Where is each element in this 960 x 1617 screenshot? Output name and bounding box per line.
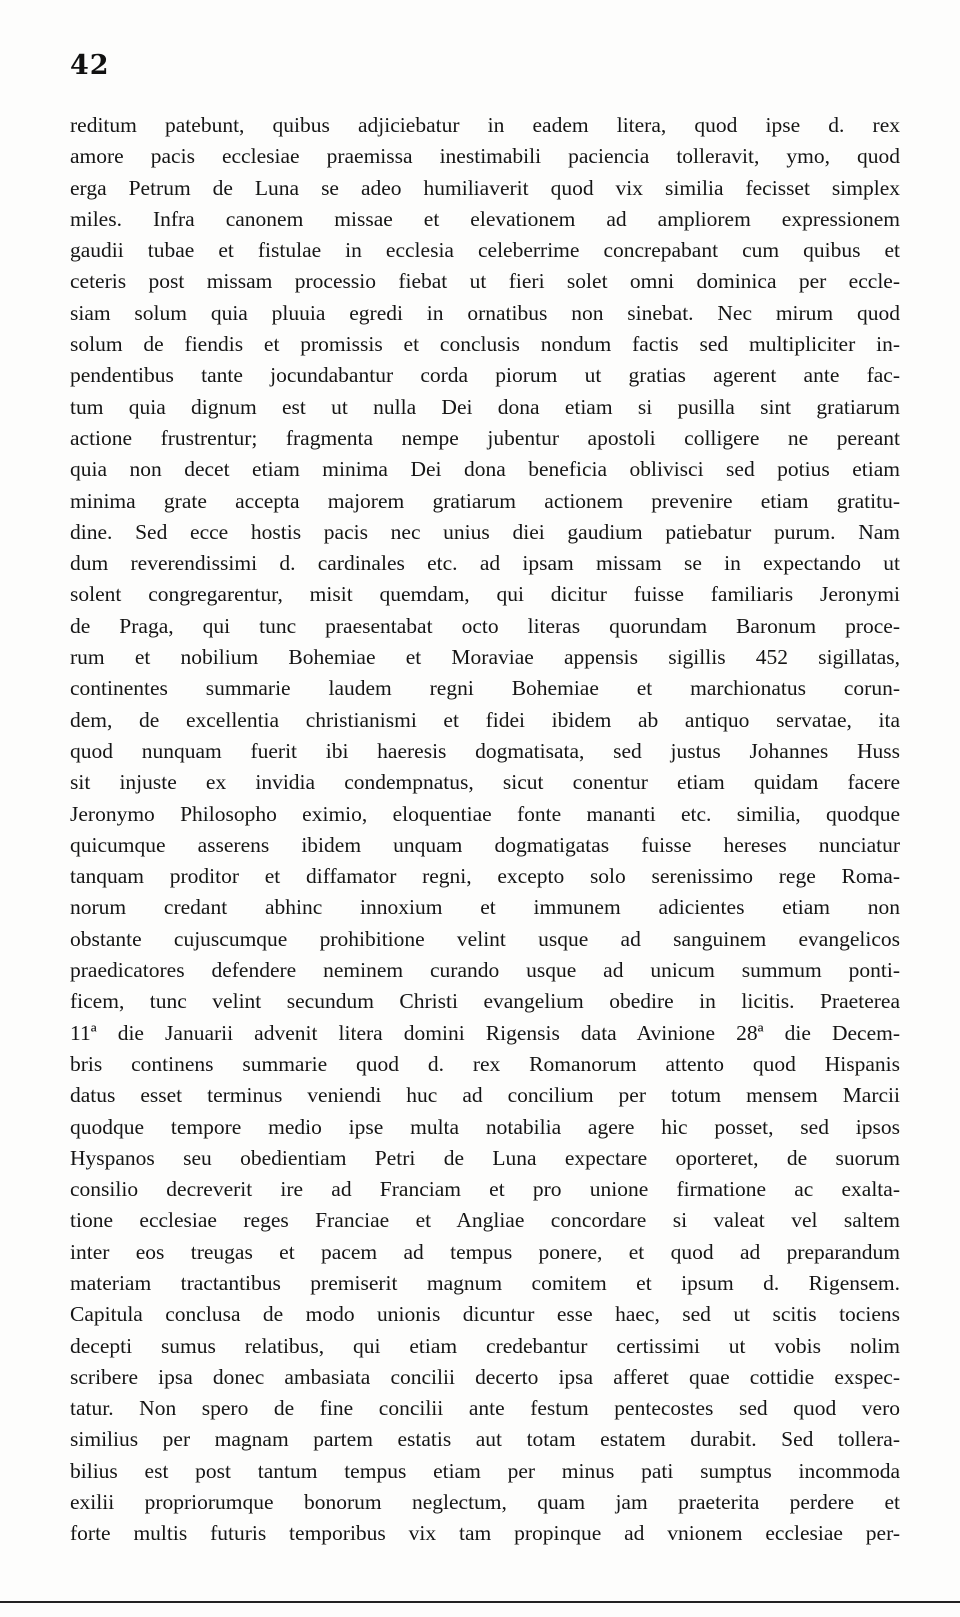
text-line: consilio decreverit ire ad Franciam et pro unione firmatione ac exalta- bbox=[70, 1177, 900, 1202]
page-number: 42 bbox=[70, 50, 110, 81]
bottom-edge-line bbox=[0, 1601, 960, 1603]
text-line: sit injuste ex invidia condempnatus, sicut conentur etiam quidam facere bbox=[70, 770, 900, 795]
text-line: bris continens summarie quod d. rex Romanorum attento quod Hispanis bbox=[70, 1051, 900, 1076]
text-line: exilii propriorumque bonorum neglectum, quam jam praeterita perdere et bbox=[70, 1490, 900, 1515]
text-line: reditum patebunt, quibus adjiciebatur in eadem litera, quod ipse d. rex bbox=[70, 113, 900, 137]
text-line: miles. Infra canonem missae et elevationem ad ampliorem expressionem bbox=[70, 206, 900, 231]
text-line: dem, de excellentia christianismi et fidei ibidem ab antiquo servatae, ita bbox=[70, 707, 900, 732]
text-line: gaudii tubae et fistulae in ecclesia celeberrime concrepabant cum quibus et bbox=[70, 238, 900, 263]
text-line: tanquam proditor et diffamator regni, excepto solo serenissimo rege Roma- bbox=[70, 864, 900, 889]
text-line: decepti sumus relatibus, qui etiam credebantur certissimi ut vobis nolim bbox=[70, 1333, 900, 1358]
text-line: quod nunquam fuerit ibi haeresis dogmatisata, sed justus Johannes Huss bbox=[70, 738, 900, 763]
text-line: solum de fiendis et promissis et conclusis nondum factis sed multipliciter in- bbox=[70, 332, 900, 357]
text-line: tatur. Non spero de fine concilii ante festum pentecostes sed quod vero bbox=[70, 1396, 900, 1421]
text-line: inter eos treugas et pacem ad tempus ponere, et quod ad preparandum bbox=[70, 1239, 900, 1264]
text-line: continentes summarie laudem regni Bohemiae et marchionatus corun- bbox=[70, 676, 900, 701]
text-line: ceteris post missam processio fiebat ut fieri solet omni dominica per eccle- bbox=[70, 269, 900, 294]
text-line: praedicatores defendere neminem curando usque ad unicum summum ponti- bbox=[70, 958, 900, 983]
text-line: erga Petrum de Luna se adeo humiliaverit quod vix similia fecisset simplex bbox=[70, 175, 900, 200]
text-line: minima grate accepta majorem gratiarum actionem prevenire etiam gratitu- bbox=[70, 488, 900, 513]
text-line: Jeronymo Philosopho eximio, eloquentiae fonte mananti etc. similia, quodque bbox=[70, 801, 900, 826]
text-line: de Praga, qui tunc praesentabat octo literas quorundam Baronum proce- bbox=[70, 613, 900, 638]
text-line: dum reverendissimi d. cardinales etc. ad ipsam missam se in expectando ut bbox=[70, 551, 900, 576]
text-line: tione ecclesiae reges Franciae et Angliae concordare si valeat vel saltem bbox=[70, 1208, 900, 1233]
text-line: similius per magnam partem estatis aut totam estatem durabit. Sed tollera- bbox=[70, 1427, 900, 1452]
text-line: obstante cujuscumque prohibitione velint usque ad sanguinem evangelicos bbox=[70, 926, 900, 951]
text-line: quicumque asserens ibidem unquam dogmatigatas fuisse hereses nunciatur bbox=[70, 832, 900, 857]
text-line: norum credant abhinc innoxium et immunem adicientes etiam non bbox=[70, 895, 900, 920]
text-line: siam solum quia pluuia egredi in ornatibus non sinebat. Nec mirum quod bbox=[70, 300, 900, 325]
text-line: actione frustrentur; fragmenta nempe jubentur apostoli colligere ne pereant bbox=[70, 425, 900, 450]
text-line: forte multis futuris temporibus vix tam propinque ad vnionem ecclesiae per- bbox=[70, 1521, 900, 1546]
text-line: Capitula conclusa de modo unionis dicuntur esse haec, sed ut scitis tociens bbox=[70, 1302, 900, 1327]
text-line: Hyspanos seu obedientiam Petri de Luna expectare oporteret, de suorum bbox=[70, 1145, 900, 1170]
text-line: bilius est post tantum tempus etiam per minus pati sumptus incommoda bbox=[70, 1458, 900, 1483]
text-line: materiam tractantibus premiserit magnum comitem et ipsum d. Rigensem. bbox=[70, 1270, 900, 1295]
text-line: datus esset terminus veniendi huc ad concilium per totum mensem Marcii bbox=[70, 1083, 900, 1108]
text-line: quia non decet etiam minima Dei dona beneficia oblivisci sed potius etiam bbox=[70, 457, 900, 482]
text-line: ficem, tunc velint secundum Christi evangelium obedire in licitis. Praeterea bbox=[70, 989, 900, 1014]
text-line: amore pacis ecclesiae praemissa inestimabili paciencia tolleravit, ymo, quod bbox=[70, 144, 900, 169]
body-text bbox=[70, 110, 900, 1550]
text-line: tum quia dignum est ut nulla Dei dona etiam si pusilla sint gratiarum bbox=[70, 394, 900, 419]
text-line: solent congregarentur, misit quemdam, qui dicitur fuisse familiaris Jeronymi bbox=[70, 582, 900, 607]
text-line: dine. Sed ecce hostis pacis nec unius diei gaudium patiebatur purum. Nam bbox=[70, 519, 900, 544]
text-line: scribere ipsa donec ambasiata concilii decerto ipsa afferet quae cottidie exspec- bbox=[70, 1364, 900, 1389]
text-line: quodque tempore medio ipse multa notabilia agere hic posset, sed ipsos bbox=[70, 1114, 900, 1139]
text-line: 11ª die Januarii advenit litera domini Rigensis data Avinione 28ª die Decem- bbox=[70, 1020, 900, 1045]
text-line: pendentibus tante jocundabantur corda piorum ut gratias agerent ante fac- bbox=[70, 363, 900, 388]
text-line: rum et nobilium Bohemiae et Moraviae appensis sigillis 452 sigillatas, bbox=[70, 645, 900, 670]
